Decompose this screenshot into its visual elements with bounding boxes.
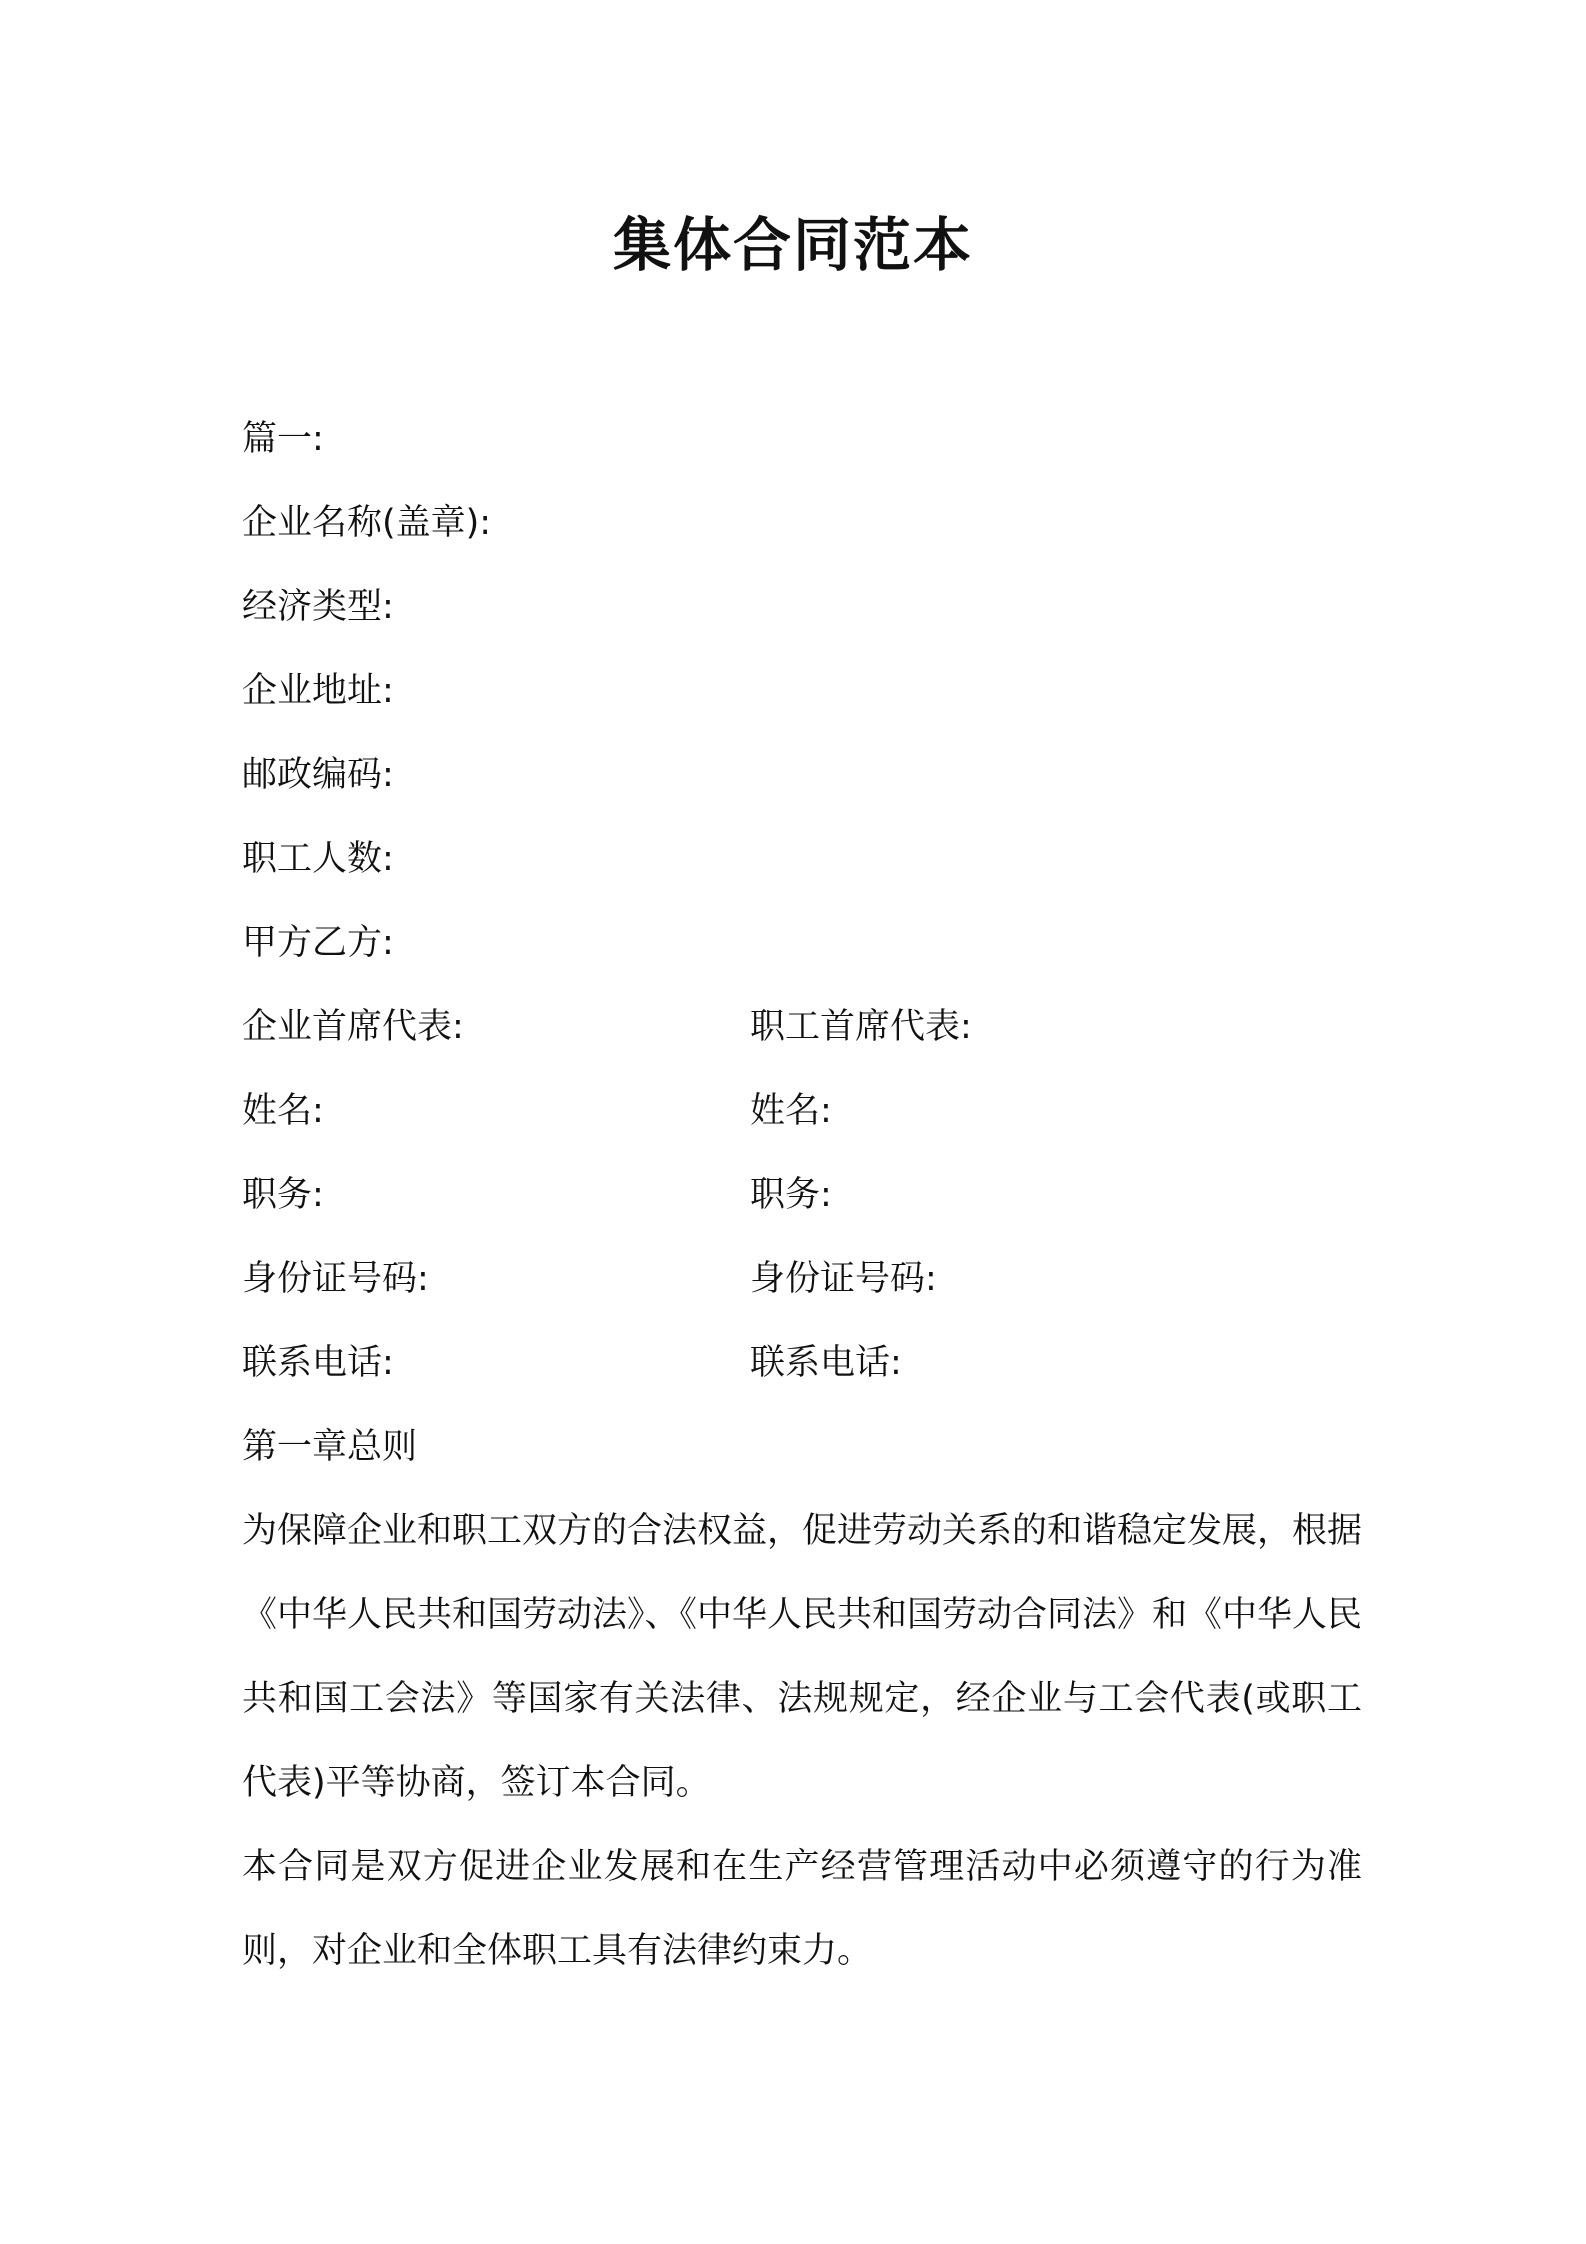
employee-rep-phone-label: 联系电话: <box>750 1343 902 1383</box>
employee-rep-heading: 职工首席代表: <box>750 1007 972 1047</box>
chapter-one-heading: 第一章总则 <box>242 1427 418 1467</box>
company-name-label: 企业名称(盖章): <box>242 503 492 543</box>
enterprise-rep-id-label: 身份证号码: <box>242 1259 429 1299</box>
employee-rep-name-label: 姓名: <box>750 1091 832 1131</box>
enterprise-rep-name-label: 姓名: <box>242 1091 324 1131</box>
postcode-label: 邮政编码: <box>242 755 394 795</box>
part-label: 篇一: <box>242 419 324 459</box>
enterprise-rep-phone-label: 联系电话: <box>242 1343 394 1383</box>
chapter-one-paragraph-1: 为保障企业和职工双方的合法权益，促进劳动关系的和谐稳定发展，根据《中华人民共和国劳动法》、《中华人民共和国劳动合同法》和《中华人民共和国工会法》等国家有关法律、法规规定，经企业与工会代表(或职工代表)平等协商，签订本合同。 <box>242 1511 1363 1803</box>
parties-label: 甲方乙方: <box>242 923 394 963</box>
enterprise-rep-heading: 企业首席代表: <box>242 1007 464 1047</box>
employee-rep-position-label: 职务: <box>750 1175 832 1215</box>
employee-count-label: 职工人数: <box>242 839 394 879</box>
enterprise-rep-position-label: 职务: <box>242 1175 324 1215</box>
document-title: 集体合同范本 <box>612 211 973 279</box>
chapter-one-paragraph-2: 本合同是双方促进企业发展和在生产经营管理活动中必须遵守的行为准则，对企业和全体职工具有法律约束力。 <box>242 1847 1362 1971</box>
company-address-label: 企业地址: <box>242 671 394 711</box>
economic-type-label: 经济类型: <box>242 587 394 627</box>
employee-rep-id-label: 身份证号码: <box>750 1259 937 1299</box>
